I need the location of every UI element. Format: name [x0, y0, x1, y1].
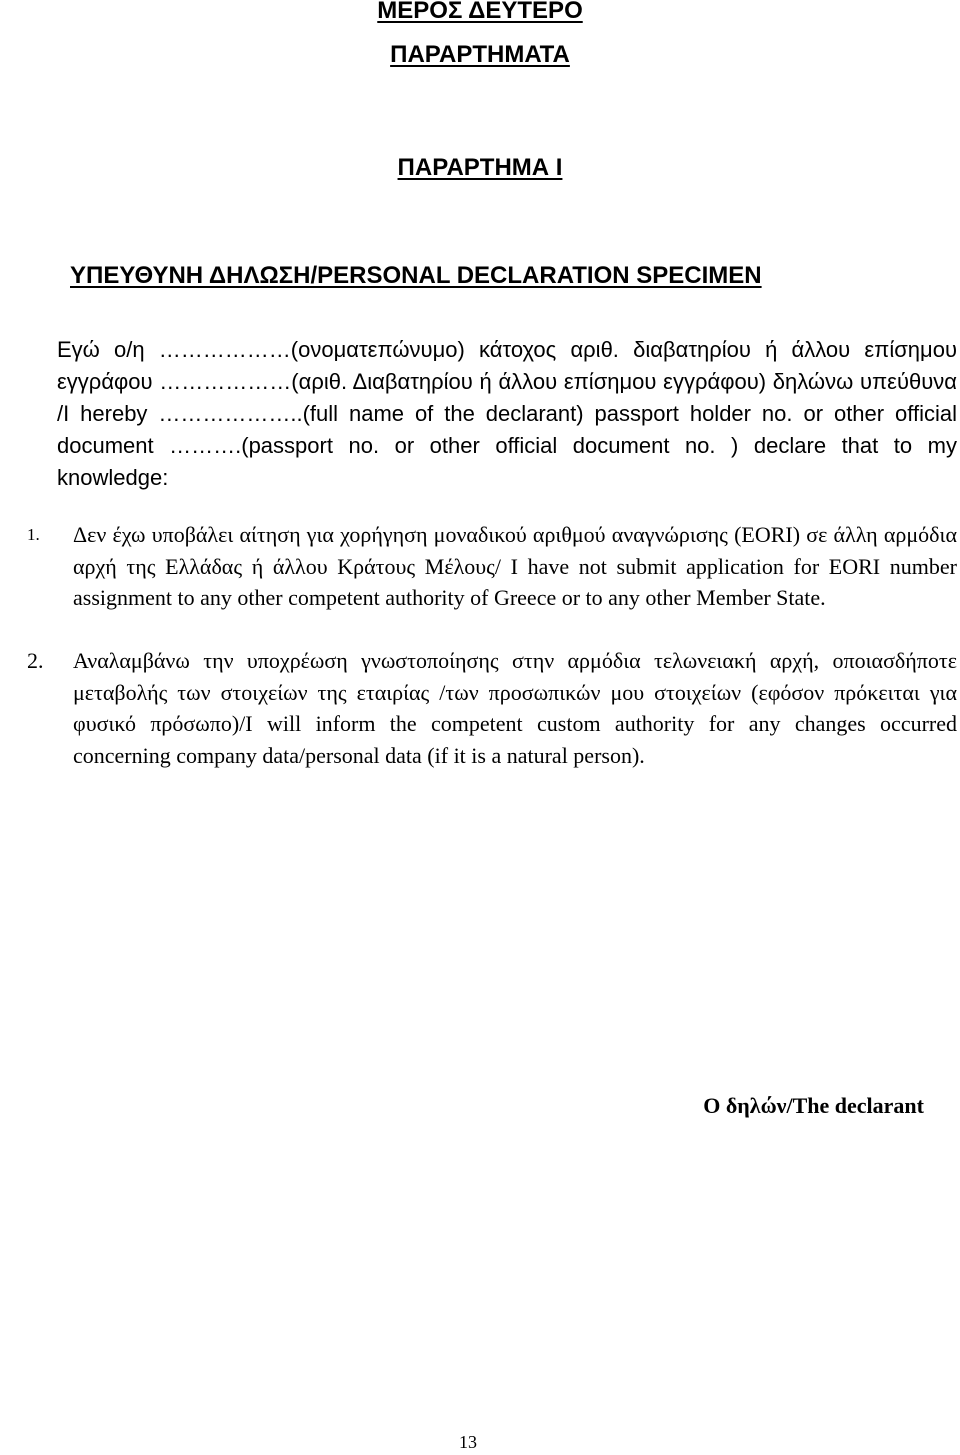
clause-item [27, 519, 957, 614]
declaration-intro: Εγώ ο/η ………………(ονοματεπώνυμο) κάτοχος αριθ. διαβατηρίου ή άλλου επίσημου εγγράφου ………………(αριθ. Διαβατηρίου ή άλλου επίσημου εγγράφου) δηλώνω υπεύθυνα /I hereby ………………..(full name of the declarant) passport holder no. or other official document ……….(passport no. or other official document no. ) declare that to my knowledge: [57, 337, 957, 490]
clause-item [27, 645, 957, 771]
declaration-title: ΥΠΕΥΘΥΝΗ ΔΗΛΩΣΗ/PERSONAL DECLARATION SPECIMEN [70, 262, 762, 289]
appendix-title: ΠΑΡΑΡΤΗΜΑ Ι [397, 154, 563, 181]
part-title: ΜΕΡΟΣ ΔΕΥΤΕΡΟ [377, 0, 583, 24]
clause-text: Αναλαμβάνω την υποχρέωση γνωστοποίησης στην αρμόδια τελωνειακή αρχή, οποιασδήποτε μεταβολής των στοιχείων της εταιρίας /των προσωπικών μου στοιχείων (εφόσον πρόκειται για φυσικό πρόσωπο)/I will inform the competent custom authority for any changes occurred concerning company data/personal data (if it is a natural person). [73, 648, 957, 768]
page-number: 13 [459, 1432, 477, 1452]
clause-number: 1. [27, 525, 40, 544]
signature-label: Ο δηλών/The declarant [703, 1093, 924, 1118]
clause-number: 2. [27, 648, 44, 673]
clause-text: Δεν έχω υποβάλει αίτηση για χορήγηση μοναδικού αριθμού αναγνώρισης (EORI) σε άλλη αρμόδια αρχή της Ελλάδας ή άλλου Κράτους Μέλους/ I have not submit application for EORI number assignment to any other competent authority of Greece or to any other Member State. [73, 522, 957, 610]
appendices-title: ΠΑΡΑΡΤΗΜΑΤΑ [390, 41, 570, 68]
